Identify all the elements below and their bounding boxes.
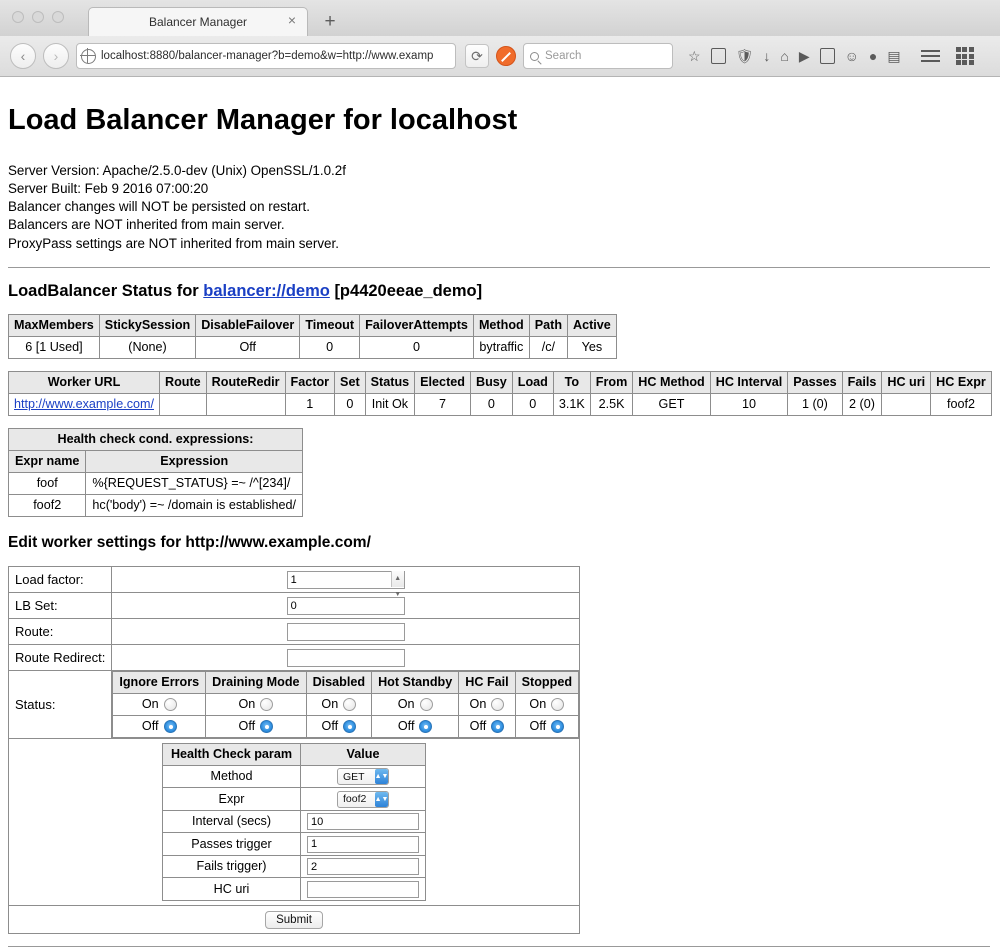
label-hc-fails: Fails trigger) bbox=[163, 855, 301, 878]
table-row-method bbox=[163, 765, 426, 788]
col-expression: Expression bbox=[86, 450, 303, 472]
cell-hc-fail-off[interactable] bbox=[459, 715, 515, 737]
maximize-window-button[interactable] bbox=[52, 11, 64, 23]
off-label: Off bbox=[141, 718, 159, 733]
table-header-row bbox=[9, 314, 617, 336]
lb-set-input[interactable] bbox=[287, 597, 405, 615]
field-hc-method[interactable] bbox=[301, 765, 426, 788]
col-elected: Elected bbox=[415, 371, 471, 393]
hc-uri-input[interactable] bbox=[307, 881, 419, 898]
toolbar-icons bbox=[688, 47, 974, 65]
col-from: From bbox=[590, 371, 632, 393]
table-header-row bbox=[113, 671, 579, 693]
pocket-icon[interactable] bbox=[820, 48, 835, 64]
field-lb-set[interactable] bbox=[112, 592, 580, 618]
col-maxmembers: MaxMembers bbox=[9, 314, 100, 336]
new-tab-button[interactable]: + bbox=[324, 11, 336, 32]
radio-hot-standby-off[interactable] bbox=[419, 720, 432, 733]
submit-wrapper bbox=[9, 906, 579, 933]
minimize-window-button[interactable] bbox=[32, 11, 44, 23]
on-label: On bbox=[238, 696, 256, 711]
hc-expr-select[interactable] bbox=[337, 791, 389, 808]
route-input[interactable] bbox=[287, 623, 405, 641]
col-stopped: Stopped bbox=[515, 671, 578, 693]
table-row-off bbox=[113, 715, 579, 737]
browser-chrome bbox=[0, 0, 1000, 77]
radio-stopped-on[interactable] bbox=[551, 698, 564, 711]
cell-load: 0 bbox=[512, 393, 553, 415]
hc-passes-input[interactable] bbox=[307, 836, 419, 853]
worker-url-link[interactable]: http://www.example.com/ bbox=[14, 396, 154, 411]
health-check-expressions-table bbox=[8, 428, 303, 517]
col-ignore-errors: Ignore Errors bbox=[113, 671, 206, 693]
col-set: Set bbox=[335, 371, 366, 393]
cell-path: /c/ bbox=[529, 336, 567, 358]
search-placeholder: Search bbox=[545, 50, 582, 62]
status-options-table bbox=[112, 671, 579, 738]
on-label: On bbox=[321, 696, 339, 711]
radio-disabled-on[interactable] bbox=[343, 698, 356, 711]
col-expr-name: Expr name bbox=[9, 450, 86, 472]
cell-route bbox=[159, 393, 206, 415]
col-load: Load bbox=[512, 371, 553, 393]
cell-failoverattempts: 0 bbox=[360, 336, 474, 358]
balancer-summary-table bbox=[8, 314, 617, 359]
home-icon[interactable]: ⌂ bbox=[780, 48, 789, 64]
cell-maxmembers: 6 [1 Used] bbox=[9, 336, 100, 358]
cell-ignore-errors-on[interactable] bbox=[113, 693, 206, 715]
page-title: Load Balancer Manager for localhost bbox=[8, 104, 518, 136]
label-hc-expr: Expr bbox=[163, 788, 301, 811]
col-disabled: Disabled bbox=[306, 671, 372, 693]
form-row-route-redirect bbox=[9, 644, 580, 670]
smiley-icon[interactable]: ☺ bbox=[844, 48, 859, 64]
cell-routeredir bbox=[206, 393, 285, 415]
cell-draining-mode-on[interactable] bbox=[206, 693, 306, 715]
col-hc-expr: HC Expr bbox=[931, 371, 992, 393]
addon-icon[interactable]: ● bbox=[868, 48, 878, 64]
radio-draining-mode-off[interactable] bbox=[260, 720, 273, 733]
loadbalancer-status-heading bbox=[8, 280, 990, 302]
block-icon[interactable] bbox=[496, 46, 516, 66]
load-factor-input[interactable] bbox=[287, 571, 405, 589]
radio-draining-mode-on[interactable] bbox=[260, 698, 273, 711]
server-built: Server Built: Feb 9 2016 07:00:20 bbox=[8, 181, 209, 197]
label-load-factor: Load factor: bbox=[9, 566, 112, 592]
table-header-row bbox=[163, 743, 426, 765]
submit-cell bbox=[9, 905, 580, 933]
form-row-route bbox=[9, 618, 580, 644]
radio-ignore-errors-off[interactable] bbox=[164, 720, 177, 733]
label-hc-uri: HC uri bbox=[163, 878, 301, 901]
cell-hot-standby-off[interactable] bbox=[372, 715, 459, 737]
col-fails: Fails bbox=[842, 371, 882, 393]
cell-busy: 0 bbox=[470, 393, 512, 415]
field-load-factor[interactable] bbox=[112, 566, 580, 598]
field-hc-passes[interactable] bbox=[301, 833, 426, 856]
persist-note: Balancer changes will NOT be persisted on restart. bbox=[8, 199, 310, 215]
hc-method-value: GET bbox=[343, 770, 365, 783]
edit-worker-form bbox=[8, 566, 580, 934]
on-label: On bbox=[141, 696, 159, 711]
table-row-passes bbox=[163, 833, 426, 856]
url-text: localhost:8880/balancer-manager?b=demo&w=http://www.examp bbox=[101, 50, 434, 62]
hc-expr-value: foof2 bbox=[343, 793, 367, 806]
label-route: Route: bbox=[9, 618, 112, 644]
server-version: Server Version: Apache/2.5.0-dev (Unix) OpenSSL/1.0.2f bbox=[8, 163, 346, 179]
on-label: On bbox=[529, 696, 547, 711]
col-hc-value: Value bbox=[301, 743, 426, 765]
label-lb-set: LB Set: bbox=[9, 592, 112, 618]
col-hc-interval: HC Interval bbox=[710, 371, 788, 393]
star-icon[interactable]: ☆ bbox=[688, 48, 701, 64]
table-row bbox=[9, 472, 303, 494]
cell-expression: %{REQUEST_STATUS} =~ /^[234]/ bbox=[86, 472, 303, 494]
cell-status: Init Ok bbox=[365, 393, 415, 415]
form-row-health-check bbox=[9, 738, 580, 905]
radio-disabled-off[interactable] bbox=[343, 720, 356, 733]
cell-active: Yes bbox=[568, 336, 617, 358]
close-window-button[interactable] bbox=[12, 11, 24, 23]
col-passes: Passes bbox=[788, 371, 842, 393]
field-status bbox=[112, 670, 580, 738]
col-path: Path bbox=[529, 314, 567, 336]
field-hc-fails[interactable] bbox=[301, 855, 426, 878]
col-active: Active bbox=[568, 314, 617, 336]
field-hc-expr[interactable] bbox=[301, 788, 426, 811]
cell-set: 0 bbox=[335, 393, 366, 415]
table-row-on bbox=[113, 693, 579, 715]
col-method: Method bbox=[473, 314, 529, 336]
table-row-interval bbox=[163, 810, 426, 833]
shield-icon[interactable]: 🛡 bbox=[735, 48, 754, 64]
route-redirect-input[interactable] bbox=[287, 649, 405, 667]
status-heading-prefix: LoadBalancer Status for bbox=[8, 281, 204, 300]
status-heading-suffix: [p4420eeae_demo] bbox=[334, 281, 483, 300]
tab-title: Balancer Manager bbox=[148, 15, 248, 29]
balancer-link[interactable]: balancer://demo bbox=[203, 281, 330, 300]
send-icon[interactable]: ▶ bbox=[798, 48, 810, 64]
health-check-param-table bbox=[162, 743, 426, 901]
divider-top bbox=[8, 267, 990, 268]
cell-disabled-off[interactable] bbox=[306, 715, 372, 737]
cell-hc-uri bbox=[882, 393, 931, 415]
hc-expr-caption: Health check cond. expressions: bbox=[9, 428, 303, 450]
cell-hc-interval: 10 bbox=[710, 393, 788, 415]
battery-icon[interactable]: ▤ bbox=[887, 48, 901, 64]
form-row-lb-set bbox=[9, 592, 580, 618]
cell-stopped-on[interactable] bbox=[515, 693, 578, 715]
proxypass-note: ProxyPass settings are NOT inherited from main server. bbox=[8, 235, 339, 251]
off-label: Off bbox=[238, 718, 256, 733]
edit-worker-heading: Edit worker settings for http://www.example.com/ bbox=[8, 533, 371, 551]
form-row-load-factor bbox=[9, 566, 580, 592]
table-row bbox=[9, 393, 992, 415]
reload-button[interactable]: ⟳ bbox=[465, 44, 489, 68]
window-controls bbox=[12, 11, 64, 23]
cell-hot-standby-on[interactable] bbox=[372, 693, 459, 715]
cell-method: bytraffic bbox=[473, 336, 529, 358]
form-row-status bbox=[9, 670, 580, 738]
field-route[interactable] bbox=[112, 618, 580, 644]
label-hc-method: Method bbox=[163, 765, 301, 788]
globe-icon bbox=[81, 49, 96, 64]
cell-expr-name: foof bbox=[9, 472, 86, 494]
col-failoverattempts: FailoverAttempts bbox=[360, 314, 474, 336]
radio-hc-fail-on[interactable] bbox=[491, 698, 504, 711]
radio-ignore-errors-on[interactable] bbox=[164, 698, 177, 711]
hc-method-select[interactable] bbox=[337, 768, 389, 785]
col-hc-uri: HC uri bbox=[882, 371, 931, 393]
chevron-updown-icon[interactable]: ▲▼ bbox=[375, 792, 388, 807]
table-row-hc-uri bbox=[163, 878, 426, 901]
label-hc-interval: Interval (secs) bbox=[163, 810, 301, 833]
chevron-updown-icon[interactable]: ▲▼ bbox=[375, 769, 388, 784]
col-hc-fail: HC Fail bbox=[459, 671, 515, 693]
form-row-submit bbox=[9, 905, 580, 933]
cell-draining-mode-off[interactable] bbox=[206, 715, 306, 737]
tab-strip bbox=[0, 0, 1000, 36]
table-row-expr bbox=[163, 788, 426, 811]
cell-hc-expr: foof2 bbox=[931, 393, 992, 415]
grid-icon[interactable] bbox=[956, 47, 974, 65]
label-status: Status: bbox=[9, 670, 112, 738]
col-stickysession: StickySession bbox=[99, 314, 195, 336]
col-timeout: Timeout bbox=[300, 314, 360, 336]
label-route-redirect: Route Redirect: bbox=[9, 644, 112, 670]
col-routeredir: RouteRedir bbox=[206, 371, 285, 393]
search-icon bbox=[530, 52, 539, 61]
hc-fails-input[interactable] bbox=[307, 858, 419, 875]
cell-hc-method: GET bbox=[633, 393, 710, 415]
cell-disabled-on[interactable] bbox=[306, 693, 372, 715]
table-caption-row bbox=[9, 428, 303, 450]
on-label: On bbox=[469, 696, 487, 711]
load-factor-stepper[interactable] bbox=[287, 570, 405, 598]
label-hc-passes: Passes trigger bbox=[163, 833, 301, 856]
col-draining-mode: Draining Mode bbox=[206, 671, 306, 693]
menu-icon[interactable] bbox=[921, 47, 940, 65]
inherit-note: Balancers are NOT inherited from main server. bbox=[8, 217, 285, 233]
col-disablefailover: DisableFailover bbox=[196, 314, 300, 336]
cell-expression: hc('body') =~ /domain is established/ bbox=[86, 494, 303, 516]
off-label: Off bbox=[321, 718, 339, 733]
cell-passes: 1 (0) bbox=[788, 393, 842, 415]
address-bar[interactable] bbox=[76, 43, 456, 69]
cell-elected: 7 bbox=[415, 393, 471, 415]
cell-stopped-off[interactable] bbox=[515, 715, 578, 737]
table-row bbox=[9, 336, 617, 358]
col-route: Route bbox=[159, 371, 206, 393]
stepper-arrows-icon[interactable]: ▲ ▼ bbox=[391, 571, 404, 587]
cell-from: 2.5K bbox=[590, 393, 632, 415]
off-label: Off bbox=[469, 718, 487, 733]
col-worker-url: Worker URL bbox=[9, 371, 160, 393]
close-tab-icon[interactable]: × bbox=[287, 12, 297, 28]
submit-button[interactable]: Submit bbox=[265, 911, 323, 929]
cell-disablefailover: Off bbox=[196, 336, 300, 358]
back-button[interactable]: ‹ bbox=[10, 43, 36, 69]
navigation-bar bbox=[0, 36, 1000, 76]
col-hc-param: Health Check param bbox=[163, 743, 301, 765]
col-busy: Busy bbox=[470, 371, 512, 393]
search-bar[interactable] bbox=[523, 43, 673, 69]
download-icon[interactable]: ↓ bbox=[763, 48, 771, 64]
field-route-redirect[interactable] bbox=[112, 644, 580, 670]
on-label: On bbox=[397, 696, 415, 711]
col-status: Status bbox=[365, 371, 415, 393]
cell-ignore-errors-off[interactable] bbox=[113, 715, 206, 737]
cell-timeout: 0 bbox=[300, 336, 360, 358]
radio-hc-fail-off[interactable] bbox=[491, 720, 504, 733]
field-hc-uri[interactable] bbox=[301, 878, 426, 901]
table-header-row bbox=[9, 450, 303, 472]
off-label: Off bbox=[529, 718, 547, 733]
radio-stopped-off[interactable] bbox=[551, 720, 564, 733]
field-health-check-params bbox=[9, 738, 580, 905]
cell-stickysession: (None) bbox=[99, 336, 195, 358]
cell-worker-url[interactable] bbox=[9, 393, 160, 415]
reader-icon[interactable] bbox=[711, 48, 726, 64]
cell-to: 3.1K bbox=[553, 393, 590, 415]
cell-hc-fail-on[interactable] bbox=[459, 693, 515, 715]
table-row-fails bbox=[163, 855, 426, 878]
tab-balancer-manager[interactable] bbox=[88, 7, 308, 36]
col-to: To bbox=[553, 371, 590, 393]
cell-factor: 1 bbox=[285, 393, 335, 415]
field-hc-interval[interactable] bbox=[301, 810, 426, 833]
col-hot-standby: Hot Standby bbox=[372, 671, 459, 693]
hc-interval-input[interactable] bbox=[307, 813, 419, 830]
col-factor: Factor bbox=[285, 371, 335, 393]
worker-table bbox=[8, 371, 992, 416]
table-header-row bbox=[9, 371, 992, 393]
off-label: Off bbox=[397, 718, 415, 733]
cell-expr-name: foof2 bbox=[9, 494, 86, 516]
table-row bbox=[9, 494, 303, 516]
server-info bbox=[8, 162, 990, 252]
radio-hot-standby-on[interactable] bbox=[420, 698, 433, 711]
col-hc-method: HC Method bbox=[633, 371, 710, 393]
page-content bbox=[0, 77, 1000, 947]
forward-button[interactable]: › bbox=[43, 43, 69, 69]
cell-fails: 2 (0) bbox=[842, 393, 882, 415]
